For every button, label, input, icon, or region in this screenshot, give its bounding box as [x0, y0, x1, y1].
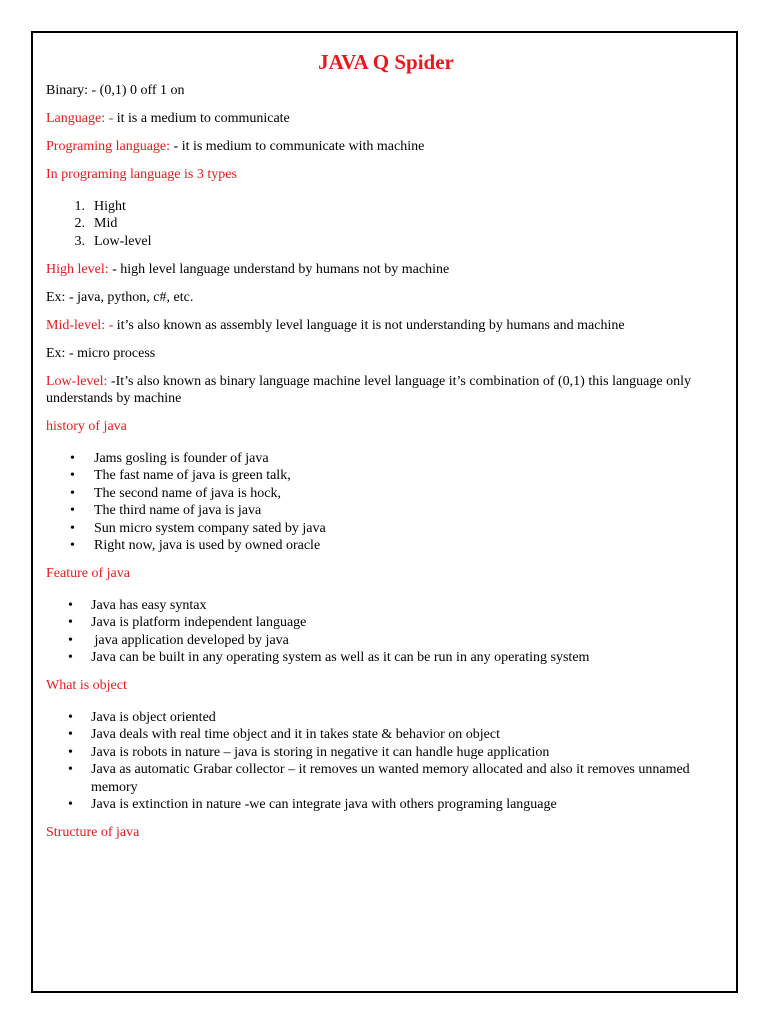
bullet-dot-icon: •: [68, 709, 73, 725]
bullet-dot-icon: •: [70, 503, 75, 518]
bullet-dot-icon: •: [68, 727, 73, 742]
list-item: [46, 796, 726, 814]
mid-level-definition: [46, 317, 726, 335]
list-item: [46, 502, 726, 520]
bullet-dot-icon: •: [70, 450, 75, 466]
list-item-text: Right now, java is used by owned oracle: [94, 538, 321, 553]
programing-language-text: - it is medium to communicate with machine: [170, 139, 425, 154]
list-item-text: Java deals with real time object and it in takes state & behavior on object: [91, 727, 500, 742]
history-heading: history of java: [46, 419, 127, 434]
binary-line: Binary: - (0,1) 0 off 1 on: [46, 83, 185, 98]
list-item: [46, 485, 726, 503]
object-heading: What is object: [46, 678, 127, 693]
bullet-dot-icon: •: [68, 650, 73, 665]
low-level-text: -It’s also known as binary language machine level language it’s combination of (0,1) this language only understands by machine: [46, 373, 691, 406]
types-list: [46, 198, 726, 251]
list-item-text: Jams gosling is founder of java: [94, 450, 269, 466]
types-list-item: [46, 198, 726, 216]
types-text: Mid: [94, 216, 118, 231]
bullet-dot-icon: •: [70, 520, 75, 536]
list-item: [46, 537, 726, 555]
feature-list: [46, 597, 726, 667]
list-item: [46, 520, 726, 538]
programing-language-label: Programing language:: [46, 139, 171, 154]
language-label: Language: -: [46, 111, 114, 126]
language-definition: [46, 110, 726, 128]
types-text: Hight: [94, 198, 126, 214]
types-number: 1.: [74, 198, 85, 214]
mid-level-example: Ex: - micro process: [46, 345, 156, 361]
bullet-dot-icon: •: [68, 762, 73, 777]
document-content: [46, 33, 726, 852]
low-level-definition: [46, 373, 726, 408]
list-item: [46, 632, 726, 650]
bullet-dot-icon: •: [68, 615, 73, 630]
list-item-text: The third name of java is java: [94, 503, 262, 518]
list-item-text: Java is extinction in nature -we can integrate java with others programing language: [91, 797, 557, 812]
bullet-dot-icon: •: [70, 485, 75, 501]
high-level-text: - high level language understand by humans not by machine: [108, 261, 450, 277]
bullet-dot-icon: •: [68, 632, 73, 648]
types-number: 3.: [74, 233, 85, 249]
bullet-dot-icon: •: [68, 797, 73, 812]
mid-level-text: it’s also known as assembly level language it is not understanding by humans and machine: [113, 317, 625, 333]
high-level-definition: [46, 261, 726, 279]
list-item: [46, 597, 726, 615]
list-item: [46, 761, 726, 796]
list-item-text: Java is robots in nature – java is storing in negative it can handle huge application: [91, 744, 550, 760]
bullet-dot-icon: •: [70, 468, 75, 483]
structure-heading: Structure of java: [46, 825, 140, 840]
types-number: 2.: [74, 216, 85, 231]
bullet-dot-icon: •: [68, 744, 73, 760]
high-level-example: Ex: - java, python, c#, etc.: [46, 289, 194, 305]
list-item-text: Java is platform independent language: [91, 615, 307, 630]
types-list-item: [46, 233, 726, 251]
bullet-dot-icon: •: [68, 597, 73, 613]
low-level-label: Low-level:: [46, 373, 108, 389]
list-item: [46, 709, 726, 727]
list-item-text: Sun micro system company sated by java: [94, 520, 326, 536]
list-item-text: Java has easy syntax: [91, 597, 207, 613]
feature-heading: Feature of java: [46, 566, 130, 581]
object-list: [46, 709, 726, 814]
types-text: Low-level: [94, 233, 152, 249]
list-item-text: Java is object oriented: [91, 709, 216, 725]
high-level-label: High level:: [46, 261, 109, 277]
list-item: [46, 450, 726, 468]
types-heading: In programing language is 3 types: [46, 167, 237, 182]
list-item: [46, 744, 726, 762]
list-item-text: The second name of java is hock,: [94, 485, 281, 501]
list-item: [46, 726, 726, 744]
page-title: JAVA Q Spider: [318, 50, 454, 74]
list-item: [46, 649, 726, 667]
programing-language-definition: [46, 138, 726, 156]
list-item: [46, 467, 726, 485]
list-item-text: Java as automatic Grabar collector – it removes un wanted memory allocated and also it removes unnamed memory: [91, 762, 690, 795]
language-text: it is a medium to communicate: [113, 111, 290, 126]
list-item-text: The fast name of java is green talk,: [94, 468, 291, 483]
list-item-text: Java can be built in any operating system as well as it can be run in any operating system: [91, 650, 590, 665]
history-list: [46, 450, 726, 555]
mid-level-label: Mid-level: -: [46, 317, 114, 333]
types-list-item: [46, 215, 726, 233]
document-page: [31, 31, 738, 993]
list-item-text: java application developed by java: [91, 632, 289, 648]
bullet-dot-icon: •: [70, 538, 75, 553]
list-item: [46, 614, 726, 632]
